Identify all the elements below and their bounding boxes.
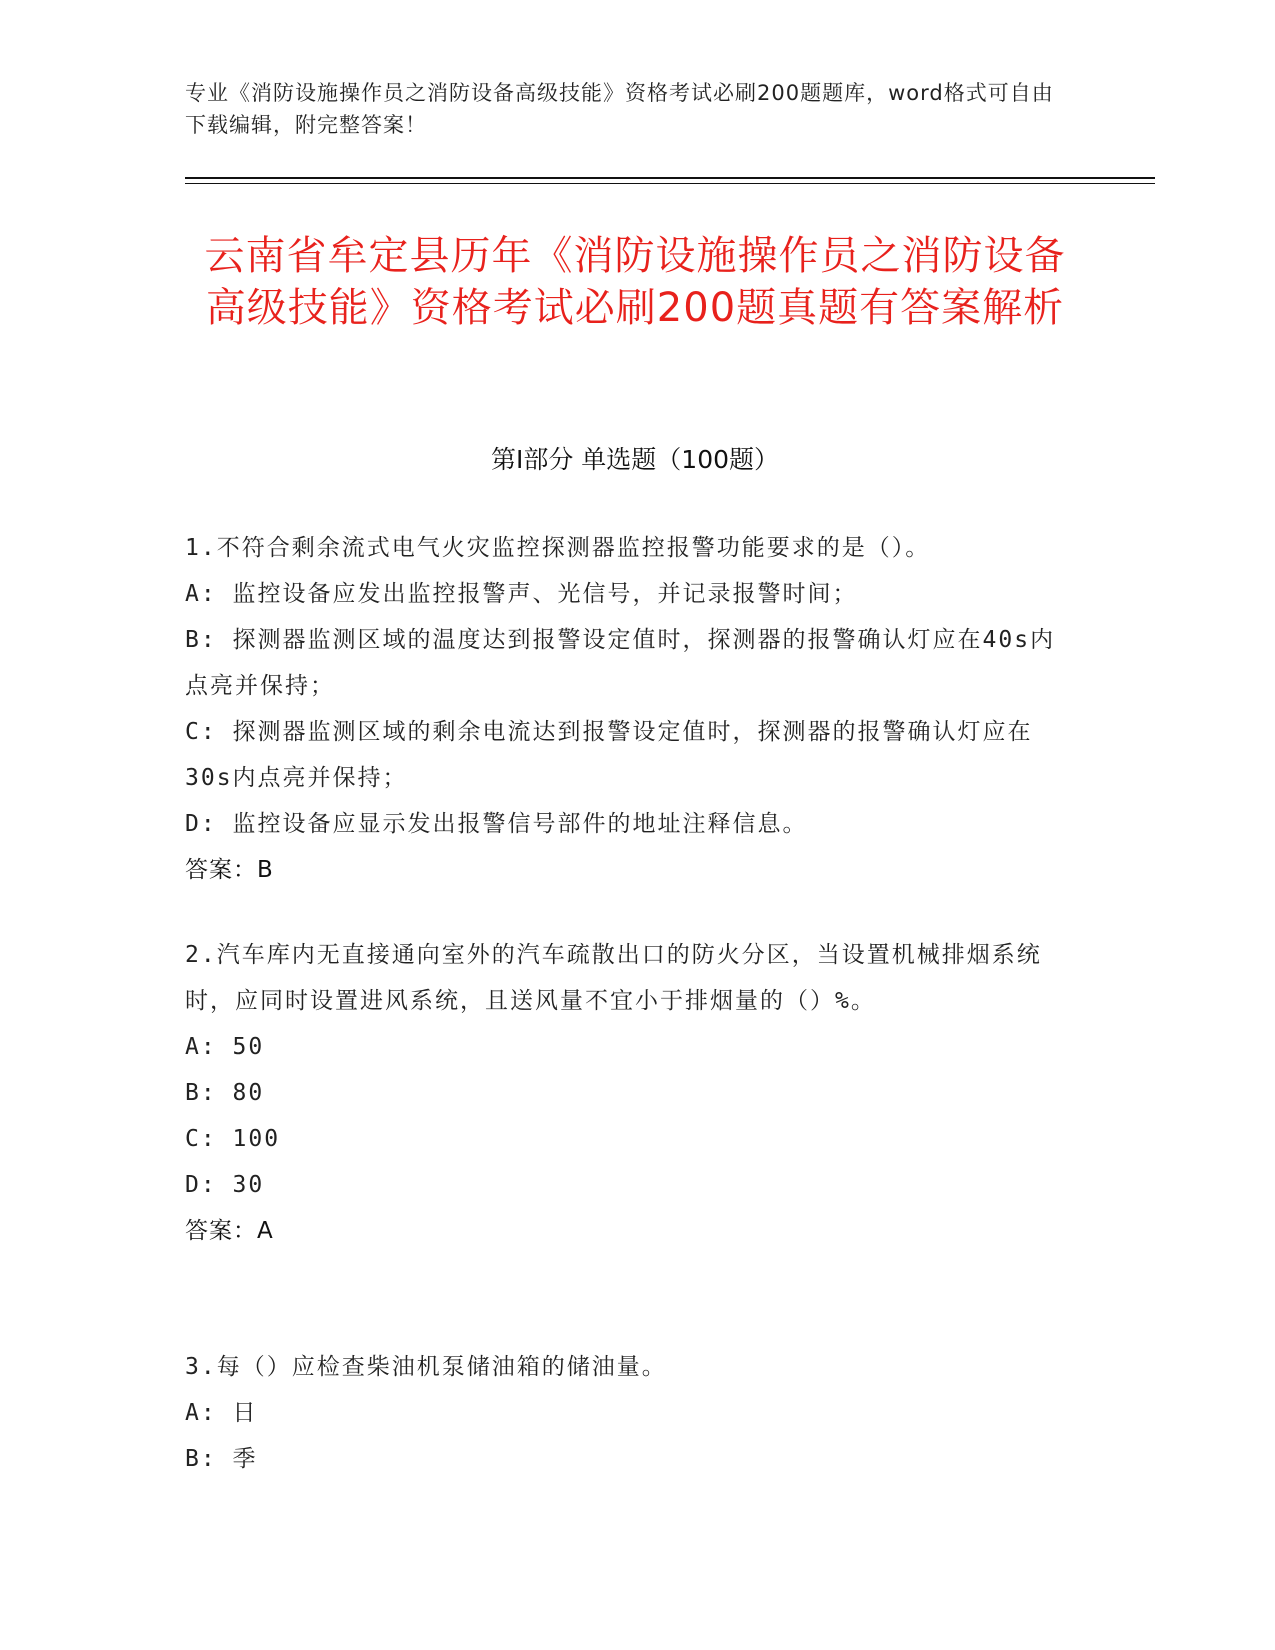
option-d: D: 监控设备应显示发出报警信号部件的地址注释信息。 (185, 811, 808, 837)
option-a: A: 50 (185, 1034, 265, 1060)
option-c: C: 探测器监测区域的剩余电流达到报警设定值时，探测器的报警确认灯应在30s内点亮并保持； (185, 719, 1033, 791)
header-divider-thin (185, 183, 1155, 184)
answer: 答案：A (185, 1218, 274, 1244)
question-stem: 2.汽车库内无直接通向室外的汽车疏散出口的防火分区，当设置机械排烟系统时，应同时设置进风系统，且送风量不宜小于排烟量的（）%。 (185, 942, 1042, 1014)
answer: 答案：B (185, 857, 274, 883)
question-stem: 1.不符合剩余流式电气火灾监控探测器监控报警功能要求的是（）。 (185, 535, 931, 561)
option-c: C: 100 (185, 1126, 281, 1152)
question-3 (185, 1344, 1075, 1482)
option-a: A: 日 (185, 1400, 258, 1426)
section-heading: 第I部分 单选题（100题） (490, 445, 780, 474)
option-d: D: 30 (185, 1172, 265, 1198)
question-1 (185, 525, 1075, 893)
question-stem: 3.每（）应检查柴油机泵储油箱的储油量。 (185, 1354, 667, 1380)
header-divider (185, 177, 1155, 179)
option-a: A: 监控设备应发出监控报警声、光信号，并记录报警时间； (185, 581, 858, 607)
question-2 (185, 932, 1075, 1254)
option-b: B: 季 (185, 1446, 258, 1472)
document-title: 云南省牟定县历年《消防设施操作员之消防设备高级技能》资格考试必刷200题真题有答案解析 (204, 233, 1066, 331)
header-note: 专业《消防设施操作员之消防设备高级技能》资格考试必刷200题题库，word格式可自由下载编辑，附完整答案！ (185, 81, 1054, 137)
option-b: B: 探测器监测区域的温度达到报警设定值时，探测器的报警确认灯应在40s内点亮并保持； (185, 627, 1056, 699)
option-b: B: 80 (185, 1080, 265, 1106)
